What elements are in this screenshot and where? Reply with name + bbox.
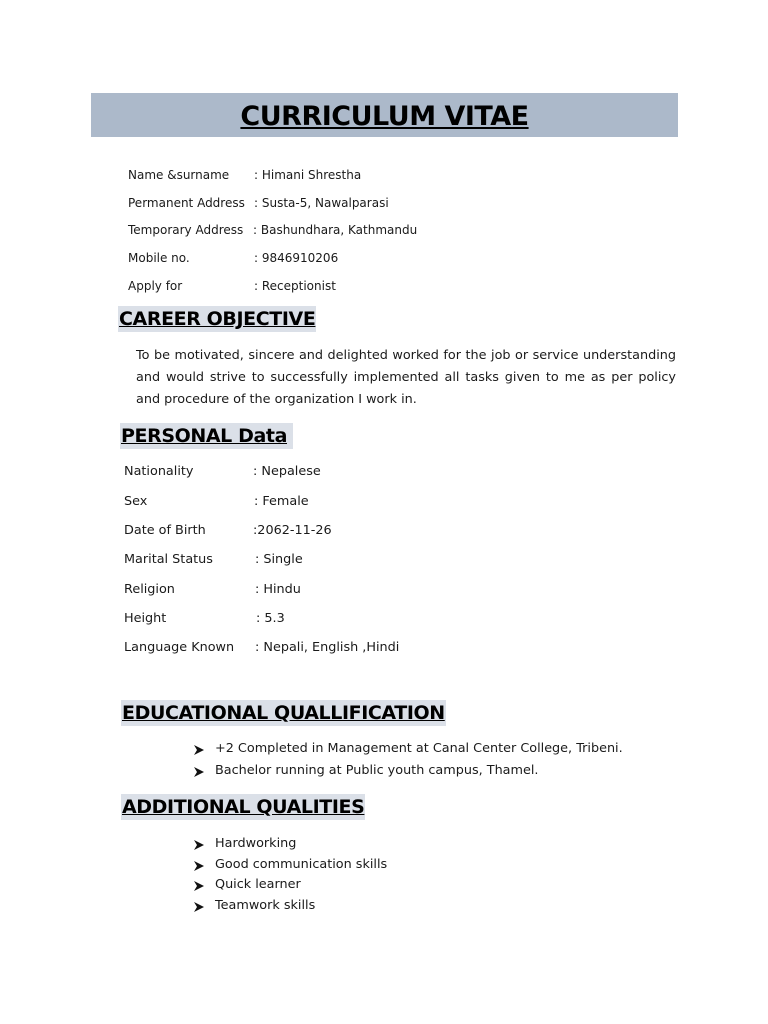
contact-value: : Susta-5, Nawalparasi xyxy=(254,196,389,210)
contact-label: Temporary Address xyxy=(128,223,244,237)
personal-row xyxy=(124,552,303,567)
arrowhead-bullet-icon xyxy=(193,836,205,855)
arrowhead-bullet-icon xyxy=(193,857,205,876)
personal-label: Nationality xyxy=(124,464,194,479)
quality-item: Teamwork skills xyxy=(215,897,316,913)
personal-value: : Hindu xyxy=(255,582,301,597)
contact-value: : Bashundhara, Kathmandu xyxy=(253,223,418,237)
arrowhead-bullet-icon xyxy=(193,877,205,896)
personal-label: Religion xyxy=(124,582,175,597)
personal-label: Date of Birth xyxy=(124,523,206,538)
personal-value: : 5.3 xyxy=(256,611,285,626)
personal-data-heading: PERSONAL Data xyxy=(120,423,293,449)
personal-label: Sex xyxy=(124,494,148,509)
personal-value: : Female xyxy=(254,494,309,509)
personal-label: Height xyxy=(124,611,167,626)
quality-item: Hardworking xyxy=(215,836,297,851)
personal-label: Marital Status xyxy=(124,552,213,567)
personal-label: Language Known xyxy=(124,640,235,655)
contact-value: : Receptionist xyxy=(254,279,336,293)
contact-label: Permanent Address xyxy=(128,196,245,210)
personal-row xyxy=(124,640,400,655)
education-item: Bachelor running at Public youth campus, Thamel. xyxy=(215,763,539,778)
personal-row xyxy=(124,611,285,626)
quality-item: Good communication skills xyxy=(215,856,388,872)
arrowhead-bullet-icon xyxy=(193,898,205,917)
career-objective-text: To be motivated, sincere and delighted worked for the job or service understanding and would strive to successfully implemented all tasks given to me as per policy and procedure of the organization I work in. xyxy=(136,348,676,407)
additional-qualities-heading: ADDITIONAL QUALITIES xyxy=(122,796,365,818)
contact-label: Apply for xyxy=(128,279,183,293)
personal-value: : Single xyxy=(255,552,303,567)
personal-row xyxy=(124,523,332,538)
page-title: CURRICULUM VITAE xyxy=(240,101,529,132)
arrowhead-bullet-icon xyxy=(193,763,205,782)
contact-label: Name &surname xyxy=(128,168,230,182)
personal-row xyxy=(124,494,309,509)
personal-value: : Nepalese xyxy=(253,464,321,479)
contact-value: : Himani Shrestha xyxy=(254,168,362,182)
personal-value: :2062-11-26 xyxy=(253,523,332,538)
personal-row xyxy=(124,464,321,479)
arrowhead-bullet-icon xyxy=(193,741,205,760)
personal-value: : Nepali, English ,Hindi xyxy=(255,640,400,655)
education-item: +2 Completed in Management at Canal Center College, Tribeni. xyxy=(215,741,623,756)
contact-label: Mobile no. xyxy=(128,251,190,265)
education-heading: EDUCATIONAL QUALLIFICATION xyxy=(122,702,445,724)
personal-row xyxy=(124,582,301,597)
career-objective-heading: CAREER OBJECTIVE xyxy=(119,308,316,330)
quality-item: Quick learner xyxy=(215,877,301,892)
title-banner xyxy=(91,93,678,137)
contact-value: : 9846910206 xyxy=(254,251,339,265)
